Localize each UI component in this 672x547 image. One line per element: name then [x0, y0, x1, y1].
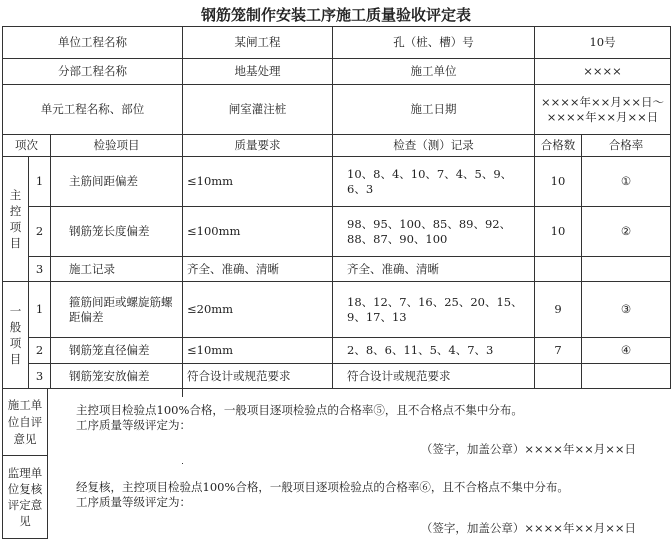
requirement: ≤20mm — [183, 282, 333, 338]
item-no: 3 — [29, 257, 51, 282]
record: 18、12、7、16、25、20、15、9、17、13 — [333, 282, 535, 338]
contractor-opinion-text1: 主控项目检验点100%合格，一般项目逐项检验点的合格率⑤，且不合格点不集中分布。 — [76, 403, 523, 417]
pass-count: 9 — [535, 282, 582, 338]
item-no: 1 — [29, 157, 51, 207]
col-inspection-item: 检验项目 — [51, 135, 183, 157]
unit-project-value: 某闸工程 — [183, 27, 333, 59]
contractor-opinion-text2: 工序质量等级评定为： — [76, 418, 191, 432]
general-item-row — [3, 338, 671, 364]
inspection-item: 钢筋笼直径偏差 — [51, 338, 183, 364]
main-item-row — [3, 257, 671, 282]
pass-rate: ① — [582, 157, 671, 207]
item-no: 2 — [29, 338, 51, 364]
pass-rate: ② — [582, 207, 671, 257]
general-item-row — [3, 282, 671, 338]
header-row-unit — [3, 27, 671, 59]
pass-rate — [582, 257, 671, 282]
supervisor-opinion-body — [48, 464, 666, 545]
item-no: 3 — [29, 364, 51, 389]
element-label: 单元工程名称、部位 — [3, 85, 183, 135]
pass-count — [535, 257, 582, 282]
inspection-item: 主筋间距偏差 — [51, 157, 183, 207]
hole-value: 10号 — [535, 27, 671, 59]
col-requirement: 质量要求 — [183, 135, 333, 157]
form-title: 钢筋笼制作安装工序施工质量验收评定表 — [200, 6, 471, 24]
division-value: 地基处理 — [183, 59, 333, 85]
supervisor-opinion-text2: 工序质量等级评定为： — [76, 495, 191, 509]
col-pass-rate: 合格率 — [582, 135, 671, 157]
contractor-opinion-body — [48, 397, 666, 463]
contractor-label: 施工单位 — [333, 59, 535, 85]
contractor-value: ×××× — [535, 59, 671, 85]
column-header-row — [3, 135, 671, 157]
date-line-1: ××××年××月××日～ — [540, 94, 665, 109]
main-item-row — [3, 207, 671, 257]
record: 10、8、4、10、7、4、5、9、6、3 — [333, 157, 535, 207]
pass-rate: ③ — [582, 282, 671, 338]
main-group-label: 主控项目 — [3, 157, 29, 282]
col-record: 检查（测）记录 — [333, 135, 535, 157]
record: 2、8、6、11、5、4、7、3 — [333, 338, 535, 364]
unit-project-label: 单位工程名称 — [3, 27, 183, 59]
inspection-item: 钢筋笼安放偏差 — [51, 364, 183, 389]
requirement: ≤10mm — [183, 157, 333, 207]
inspection-item: 钢筋笼长度偏差 — [51, 207, 183, 257]
date-label: 施工日期 — [333, 85, 535, 135]
requirement: 符合设计或规范要求 — [183, 364, 333, 389]
inspection-item: 施工记录 — [51, 257, 183, 282]
item-no: 1 — [29, 282, 51, 338]
element-value: 闸室灌注桩 — [183, 85, 333, 135]
main-item-row — [3, 157, 671, 207]
requirement: ≤100mm — [183, 207, 333, 257]
item-no: 2 — [29, 207, 51, 257]
record: 齐全、准确、清晰 — [333, 257, 535, 282]
pass-rate: ④ — [582, 338, 671, 364]
inspection-item: 箍筋间距或螺旋筋螺距偏差 — [51, 282, 183, 338]
col-pass-count: 合格数 — [535, 135, 582, 157]
date-value — [535, 85, 671, 135]
requirement: ≤10mm — [183, 338, 333, 364]
record: 98、95、100、85、89、92、88、87、90、100 — [333, 207, 535, 257]
pass-count — [535, 364, 582, 389]
pass-count: 10 — [535, 157, 582, 207]
supervisor-opinion-label: 监理单位复核评定意见 — [7, 466, 43, 528]
date-line-2: ××××年××月××日 — [546, 109, 659, 124]
header-row-element — [3, 85, 671, 135]
requirement: 齐全、准确、清晰 — [183, 257, 333, 282]
contractor-opinion-signature: （签字，加盖公章）××××年××月××日 — [420, 442, 636, 456]
pass-rate — [582, 364, 671, 389]
record: 符合设计或规范要求 — [333, 364, 535, 389]
hole-label: 孔（桩、槽）号 — [333, 27, 535, 59]
supervisor-opinion-text1: 经复核，主控项目检验点100%合格，一般项目逐项检验点的合格率⑥，且不合格点不集中分布。 — [76, 480, 569, 494]
contractor-opinion-label: 施工单位自评意见 — [7, 397, 43, 446]
division-label: 分部工程名称 — [3, 59, 183, 85]
header-row-division — [3, 59, 671, 85]
general-group-label: 一般项目 — [3, 282, 29, 389]
general-item-row — [3, 364, 671, 389]
pass-count: 7 — [535, 338, 582, 364]
supervisor-opinion-signature: （签字，加盖公章）××××年××月××日 — [420, 521, 636, 535]
col-item-no: 项次 — [3, 135, 51, 157]
pass-count: 10 — [535, 207, 582, 257]
